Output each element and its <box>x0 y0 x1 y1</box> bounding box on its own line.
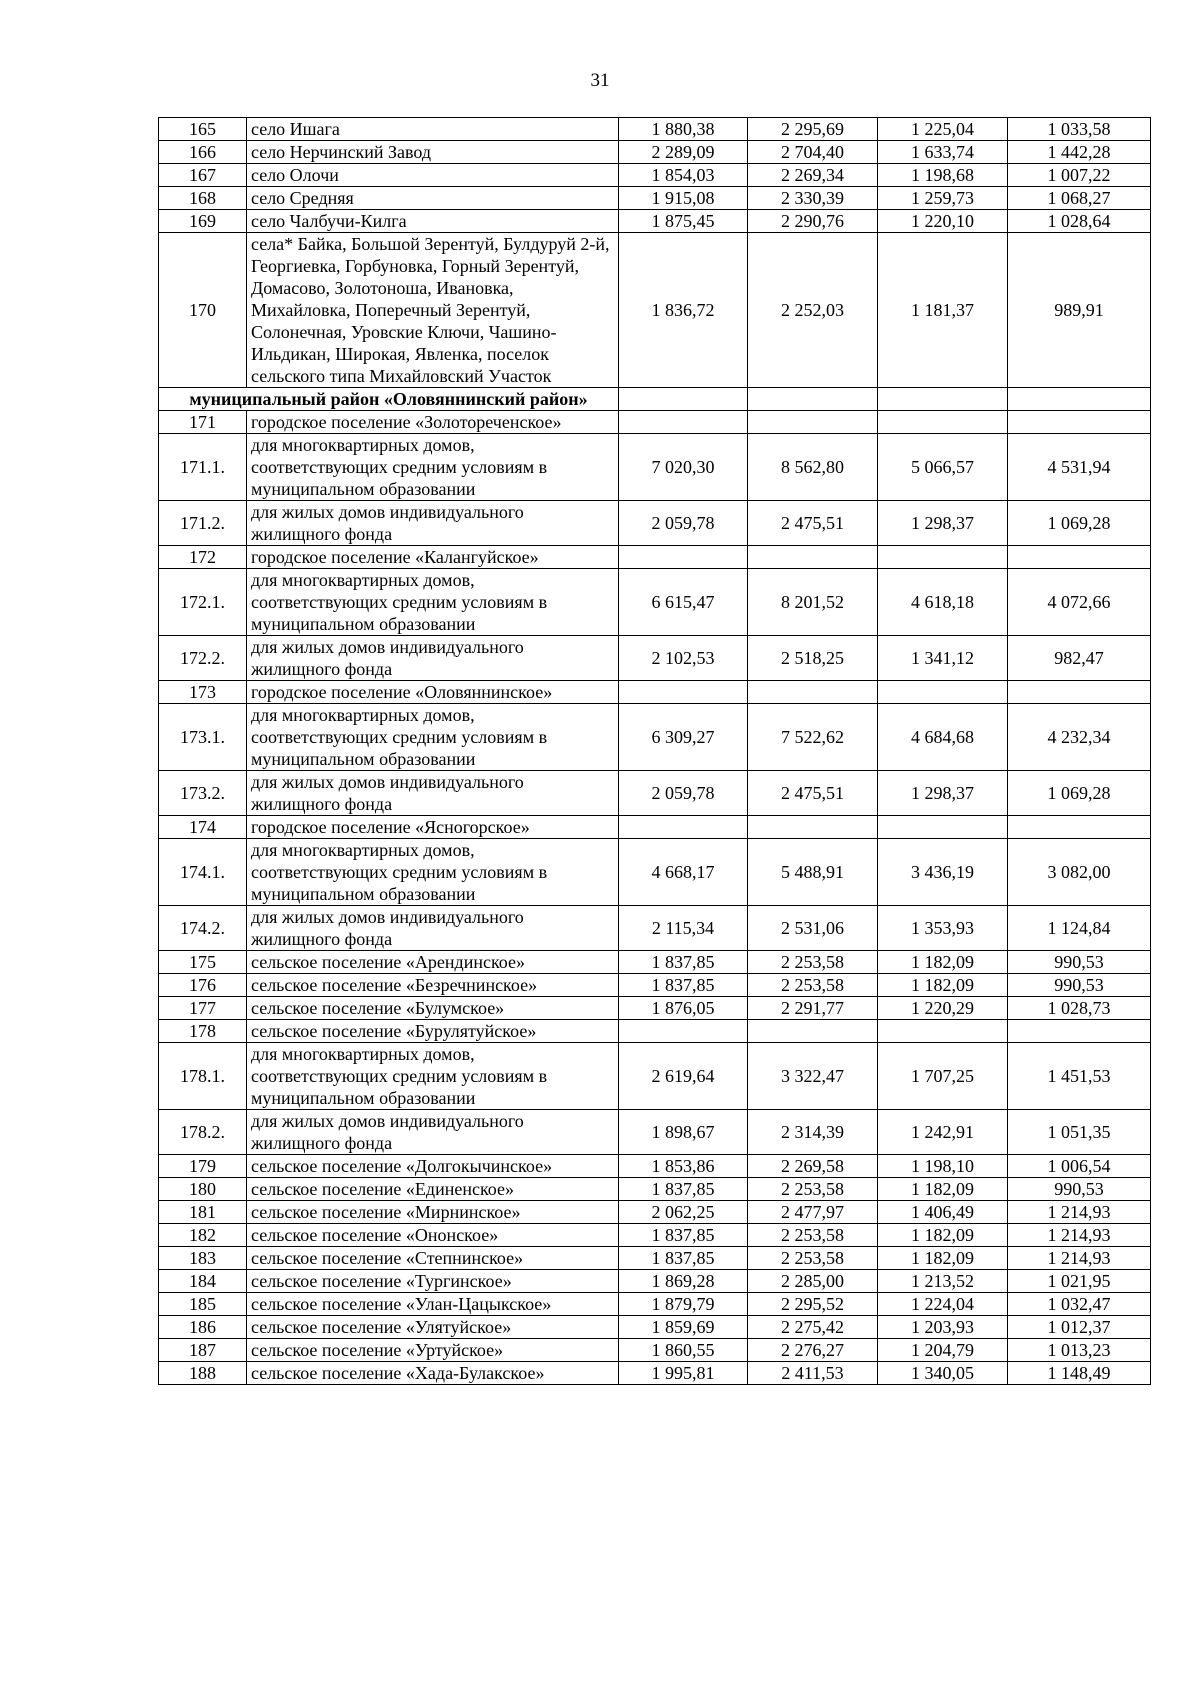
value-cell-4: 1 214,93 <box>1008 1201 1151 1224</box>
value-cell-2: 2 330,39 <box>748 187 878 210</box>
settlement-name: городское поселение «Ясногорское» <box>247 816 619 839</box>
value-cell-3: 5 066,57 <box>878 434 1008 501</box>
settlement-name: села* Байка, Большой Зерентуй, Булдуруй 2-й, Георгиевка, Горбуновка, Горный Зерентуй, Домасово, Золотоноша, Ивановка, Михайловка, Поперечный Зерентуй, Солонечная, Уровские Ключи, Чашино-Ильдикан, Широкая, Явленка, поселок сельского типа Михайловский Участок <box>247 233 619 388</box>
settlement-name: сельское поселение «Бурулятуйское» <box>247 1020 619 1043</box>
table-row <box>159 1224 1151 1247</box>
table-row <box>159 1201 1151 1224</box>
row-number: 174 <box>159 816 247 839</box>
value-cell-1 <box>619 546 748 569</box>
table-row <box>159 164 1151 187</box>
value-cell-3: 1 213,52 <box>878 1270 1008 1293</box>
value-cell-2: 8 562,80 <box>748 434 878 501</box>
row-number: 169 <box>159 210 247 233</box>
value-cell-1 <box>619 1020 748 1043</box>
value-cell-2: 2 411,53 <box>748 1362 878 1385</box>
table-row <box>159 1247 1151 1270</box>
value-cell-4: 990,53 <box>1008 1178 1151 1201</box>
row-number: 174.1. <box>159 839 247 906</box>
table-row <box>159 434 1151 501</box>
settlement-name: сельское поселение «Улан-Цацыкское» <box>247 1293 619 1316</box>
settlement-name: городское поселение «Оловяннинское» <box>247 681 619 704</box>
value-cell-3: 3 436,19 <box>878 839 1008 906</box>
value-cell-4: 1 028,64 <box>1008 210 1151 233</box>
value-cell-4: 1 069,28 <box>1008 771 1151 816</box>
value-cell-2: 2 275,42 <box>748 1316 878 1339</box>
value-cell-1: 2 115,34 <box>619 906 748 951</box>
value-cell-1: 1 837,85 <box>619 1178 748 1201</box>
value-cell-3: 1 182,09 <box>878 974 1008 997</box>
value-cell-4 <box>1008 411 1151 434</box>
value-cell-1: 2 059,78 <box>619 501 748 546</box>
value-cell-2 <box>748 816 878 839</box>
row-number: 172.2. <box>159 636 247 681</box>
value-cell-2: 3 322,47 <box>748 1043 878 1110</box>
row-number: 187 <box>159 1339 247 1362</box>
value-cell-2: 2 290,76 <box>748 210 878 233</box>
value-cell-2: 2 295,69 <box>748 118 878 141</box>
table-row <box>159 141 1151 164</box>
value-cell-3: 1 707,25 <box>878 1043 1008 1110</box>
value-cell-3: 1 224,04 <box>878 1293 1008 1316</box>
settlement-name: для жилых домов индивидуального жилищного фонда <box>247 906 619 951</box>
value-cell-3: 1 242,91 <box>878 1110 1008 1155</box>
table-body <box>159 118 1151 1385</box>
value-cell-1: 1 853,86 <box>619 1155 748 1178</box>
section-title: муниципальный район «Оловяннинский район» <box>159 388 619 411</box>
value-cell-1: 1 995,81 <box>619 1362 748 1385</box>
value-cell-1 <box>619 411 748 434</box>
row-number: 179 <box>159 1155 247 1178</box>
settlement-name: сельское поселение «Арендинское» <box>247 951 619 974</box>
settlement-name: для многоквартирных домов, соответствующих средним условиям в муниципальном образовании <box>247 569 619 636</box>
table-row <box>159 1339 1151 1362</box>
settlement-name: для жилых домов индивидуального жилищного фонда <box>247 501 619 546</box>
table-row <box>159 997 1151 1020</box>
settlement-name: для многоквартирных домов, соответствующих средним условиям в муниципальном образовании <box>247 1043 619 1110</box>
value-cell-4: 1 007,22 <box>1008 164 1151 187</box>
value-cell-3: 1 406,49 <box>878 1201 1008 1224</box>
row-number: 186 <box>159 1316 247 1339</box>
value-cell-2: 2 475,51 <box>748 771 878 816</box>
value-cell-1: 1 880,38 <box>619 118 748 141</box>
value-cell-3: 1 340,05 <box>878 1362 1008 1385</box>
value-cell-4: 1 032,47 <box>1008 1293 1151 1316</box>
row-number: 183 <box>159 1247 247 1270</box>
value-cell-1: 2 059,78 <box>619 771 748 816</box>
value-cell-4: 4 232,34 <box>1008 704 1151 771</box>
row-number: 178 <box>159 1020 247 1043</box>
value-cell-2 <box>748 411 878 434</box>
value-cell-2: 2 253,58 <box>748 974 878 997</box>
value-cell-2: 2 269,34 <box>748 164 878 187</box>
table-row <box>159 1316 1151 1339</box>
row-number: 172 <box>159 546 247 569</box>
table-row <box>159 546 1151 569</box>
value-cell-1: 1 837,85 <box>619 951 748 974</box>
table-row <box>159 1270 1151 1293</box>
settlement-name: сельское поселение «Тургинское» <box>247 1270 619 1293</box>
value-cell-1 <box>619 681 748 704</box>
value-cell-3: 1 198,10 <box>878 1155 1008 1178</box>
value-cell-1: 6 615,47 <box>619 569 748 636</box>
value-cell-1 <box>619 816 748 839</box>
value-cell-4: 1 013,23 <box>1008 1339 1151 1362</box>
row-number: 182 <box>159 1224 247 1247</box>
value-cell-1: 2 102,53 <box>619 636 748 681</box>
value-cell-3: 1 182,09 <box>878 1224 1008 1247</box>
settlement-name: сельское поселение «Мирнинское» <box>247 1201 619 1224</box>
value-cell-3: 1 225,04 <box>878 118 1008 141</box>
value-cell-3: 1 198,68 <box>878 164 1008 187</box>
value-cell-2 <box>748 681 878 704</box>
value-cell-3 <box>878 816 1008 839</box>
value-cell-2: 2 531,06 <box>748 906 878 951</box>
table-row <box>159 771 1151 816</box>
table-row <box>159 681 1151 704</box>
row-number: 172.1. <box>159 569 247 636</box>
row-number: 171 <box>159 411 247 434</box>
value-cell-3: 1 182,09 <box>878 1247 1008 1270</box>
value-cell-4: 1 124,84 <box>1008 906 1151 951</box>
value-cell-3: 1 298,37 <box>878 771 1008 816</box>
table-row <box>159 974 1151 997</box>
row-number: 167 <box>159 164 247 187</box>
value-cell-2: 2 252,03 <box>748 233 878 388</box>
table-row <box>159 816 1151 839</box>
value-cell-2: 2 518,25 <box>748 636 878 681</box>
value-cell-4: 990,53 <box>1008 951 1151 974</box>
value-cell-2: 2 253,58 <box>748 951 878 974</box>
row-number: 173 <box>159 681 247 704</box>
row-number: 184 <box>159 1270 247 1293</box>
value-cell-1: 1 898,67 <box>619 1110 748 1155</box>
value-cell-1: 1 915,08 <box>619 187 748 210</box>
value-cell-3: 1 353,93 <box>878 906 1008 951</box>
value-cell-4 <box>1008 681 1151 704</box>
value-cell-3: 1 220,29 <box>878 997 1008 1020</box>
value-cell-3: 4 684,68 <box>878 704 1008 771</box>
value-cell-2: 2 314,39 <box>748 1110 878 1155</box>
table-row <box>159 187 1151 210</box>
settlement-name: сельское поселение «Безречнинское» <box>247 974 619 997</box>
table-row <box>159 233 1151 388</box>
value-cell-4 <box>1008 1020 1151 1043</box>
value-cell-1: 1 869,28 <box>619 1270 748 1293</box>
value-cell-4: 1 451,53 <box>1008 1043 1151 1110</box>
value-cell-1: 4 668,17 <box>619 839 748 906</box>
value-cell-2: 2 291,77 <box>748 997 878 1020</box>
value-cell-3: 1 181,37 <box>878 233 1008 388</box>
value-cell-3: 1 203,93 <box>878 1316 1008 1339</box>
value-cell-3: 1 633,74 <box>878 141 1008 164</box>
row-number: 173.1. <box>159 704 247 771</box>
value-cell-3 <box>878 1020 1008 1043</box>
settlement-name: городское поселение «Калангуйское» <box>247 546 619 569</box>
settlement-name: сельское поселение «Степнинское» <box>247 1247 619 1270</box>
table-row <box>159 636 1151 681</box>
empty-cell <box>878 388 1008 411</box>
value-cell-2: 2 475,51 <box>748 501 878 546</box>
table-row <box>159 1293 1151 1316</box>
row-number: 181 <box>159 1201 247 1224</box>
value-cell-3: 1 259,73 <box>878 187 1008 210</box>
value-cell-1: 2 062,25 <box>619 1201 748 1224</box>
value-cell-3: 1 341,12 <box>878 636 1008 681</box>
settlement-name: село Чалбучи-Килга <box>247 210 619 233</box>
table-row <box>159 839 1151 906</box>
value-cell-4: 1 442,28 <box>1008 141 1151 164</box>
settlement-name: село Олочи <box>247 164 619 187</box>
row-number: 170 <box>159 233 247 388</box>
table-row <box>159 210 1151 233</box>
settlement-name: село Ишага <box>247 118 619 141</box>
value-cell-4: 1 214,93 <box>1008 1224 1151 1247</box>
value-cell-2: 2 269,58 <box>748 1155 878 1178</box>
value-cell-1: 1 859,69 <box>619 1316 748 1339</box>
settlement-name: для жилых домов индивидуального жилищного фонда <box>247 1110 619 1155</box>
page-number: 31 <box>590 70 610 91</box>
row-number: 178.1. <box>159 1043 247 1110</box>
row-number: 180 <box>159 1178 247 1201</box>
table-row <box>159 1020 1151 1043</box>
table-row <box>159 906 1151 951</box>
value-cell-3: 4 618,18 <box>878 569 1008 636</box>
value-cell-4: 1 068,27 <box>1008 187 1151 210</box>
value-cell-4: 1 033,58 <box>1008 118 1151 141</box>
settlement-name: сельское поселение «Единенское» <box>247 1178 619 1201</box>
table-row <box>159 501 1151 546</box>
value-cell-4: 3 082,00 <box>1008 839 1151 906</box>
row-number: 173.2. <box>159 771 247 816</box>
value-cell-2: 2 285,00 <box>748 1270 878 1293</box>
value-cell-4: 1 148,49 <box>1008 1362 1151 1385</box>
value-cell-4 <box>1008 546 1151 569</box>
value-cell-3 <box>878 546 1008 569</box>
value-cell-1: 6 309,27 <box>619 704 748 771</box>
settlement-name: сельское поселение «Долгокычинское» <box>247 1155 619 1178</box>
value-cell-2: 2 253,58 <box>748 1178 878 1201</box>
row-number: 178.2. <box>159 1110 247 1155</box>
table-row <box>159 951 1151 974</box>
settlement-name: сельское поселение «Улятуйское» <box>247 1316 619 1339</box>
settlement-name: для жилых домов индивидуального жилищного фонда <box>247 771 619 816</box>
table-row <box>159 1155 1151 1178</box>
value-cell-2: 8 201,52 <box>748 569 878 636</box>
value-cell-2: 2 477,97 <box>748 1201 878 1224</box>
value-cell-4: 1 069,28 <box>1008 501 1151 546</box>
table-row <box>159 411 1151 434</box>
value-cell-3: 1 182,09 <box>878 951 1008 974</box>
value-cell-3 <box>878 681 1008 704</box>
value-cell-4: 4 531,94 <box>1008 434 1151 501</box>
value-cell-1: 1 876,05 <box>619 997 748 1020</box>
value-cell-4: 1 012,37 <box>1008 1316 1151 1339</box>
value-cell-4: 1 021,95 <box>1008 1270 1151 1293</box>
row-number: 171.2. <box>159 501 247 546</box>
row-number: 165 <box>159 118 247 141</box>
value-cell-2: 2 253,58 <box>748 1247 878 1270</box>
value-cell-1: 1 879,79 <box>619 1293 748 1316</box>
row-number: 166 <box>159 141 247 164</box>
settlement-name: городское поселение «Золотореченское» <box>247 411 619 434</box>
value-cell-3: 1 182,09 <box>878 1178 1008 1201</box>
settlement-name: сельское поселение «Ононское» <box>247 1224 619 1247</box>
table-row <box>159 1362 1151 1385</box>
table-row <box>159 1178 1151 1201</box>
value-cell-1: 1 836,72 <box>619 233 748 388</box>
row-number: 175 <box>159 951 247 974</box>
row-number: 188 <box>159 1362 247 1385</box>
value-cell-3: 1 204,79 <box>878 1339 1008 1362</box>
settlement-name: сельское поселение «Хада-Булакское» <box>247 1362 619 1385</box>
settlement-name: для жилых домов индивидуального жилищного фонда <box>247 636 619 681</box>
table-row <box>159 1043 1151 1110</box>
value-cell-1: 1 837,85 <box>619 974 748 997</box>
empty-cell <box>748 388 878 411</box>
settlement-name: сельское поселение «Уртуйское» <box>247 1339 619 1362</box>
value-cell-1: 1 860,55 <box>619 1339 748 1362</box>
settlement-name: для многоквартирных домов, соответствующих средним условиям в муниципальном образовании <box>247 839 619 906</box>
value-cell-3: 1 220,10 <box>878 210 1008 233</box>
value-cell-2: 2 704,40 <box>748 141 878 164</box>
value-cell-1: 1 837,85 <box>619 1224 748 1247</box>
settlement-name: для многоквартирных домов, соответствующих средним условиям в муниципальном образовании <box>247 434 619 501</box>
value-cell-4: 1 214,93 <box>1008 1247 1151 1270</box>
settlement-name: село Средняя <box>247 187 619 210</box>
value-cell-2 <box>748 1020 878 1043</box>
value-cell-4: 989,91 <box>1008 233 1151 388</box>
value-cell-1: 1 854,03 <box>619 164 748 187</box>
table-row <box>159 569 1151 636</box>
table-row <box>159 1110 1151 1155</box>
value-cell-1: 7 020,30 <box>619 434 748 501</box>
tariff-table <box>158 117 1151 1385</box>
value-cell-2: 2 276,27 <box>748 1339 878 1362</box>
value-cell-4 <box>1008 816 1151 839</box>
value-cell-2 <box>748 546 878 569</box>
row-number: 177 <box>159 997 247 1020</box>
value-cell-4: 990,53 <box>1008 974 1151 997</box>
value-cell-3: 1 298,37 <box>878 501 1008 546</box>
row-number: 168 <box>159 187 247 210</box>
row-number: 171.1. <box>159 434 247 501</box>
value-cell-4: 982,47 <box>1008 636 1151 681</box>
row-number: 174.2. <box>159 906 247 951</box>
value-cell-2: 5 488,91 <box>748 839 878 906</box>
value-cell-1: 1 837,85 <box>619 1247 748 1270</box>
settlement-name: село Нерчинский Завод <box>247 141 619 164</box>
value-cell-2: 7 522,62 <box>748 704 878 771</box>
settlement-name: сельское поселение «Булумское» <box>247 997 619 1020</box>
value-cell-4: 1 006,54 <box>1008 1155 1151 1178</box>
value-cell-2: 2 295,52 <box>748 1293 878 1316</box>
section-header-row <box>159 388 1151 411</box>
value-cell-4: 1 051,35 <box>1008 1110 1151 1155</box>
empty-cell <box>619 388 748 411</box>
row-number: 176 <box>159 974 247 997</box>
settlement-name: для многоквартирных домов, соответствующих средним условиям в муниципальном образовании <box>247 704 619 771</box>
value-cell-4: 1 028,73 <box>1008 997 1151 1020</box>
value-cell-4: 4 072,66 <box>1008 569 1151 636</box>
table-row <box>159 704 1151 771</box>
value-cell-1: 2 619,64 <box>619 1043 748 1110</box>
empty-cell <box>1008 388 1151 411</box>
value-cell-3 <box>878 411 1008 434</box>
value-cell-1: 2 289,09 <box>619 141 748 164</box>
row-number: 185 <box>159 1293 247 1316</box>
value-cell-2: 2 253,58 <box>748 1224 878 1247</box>
table-row <box>159 118 1151 141</box>
value-cell-1: 1 875,45 <box>619 210 748 233</box>
